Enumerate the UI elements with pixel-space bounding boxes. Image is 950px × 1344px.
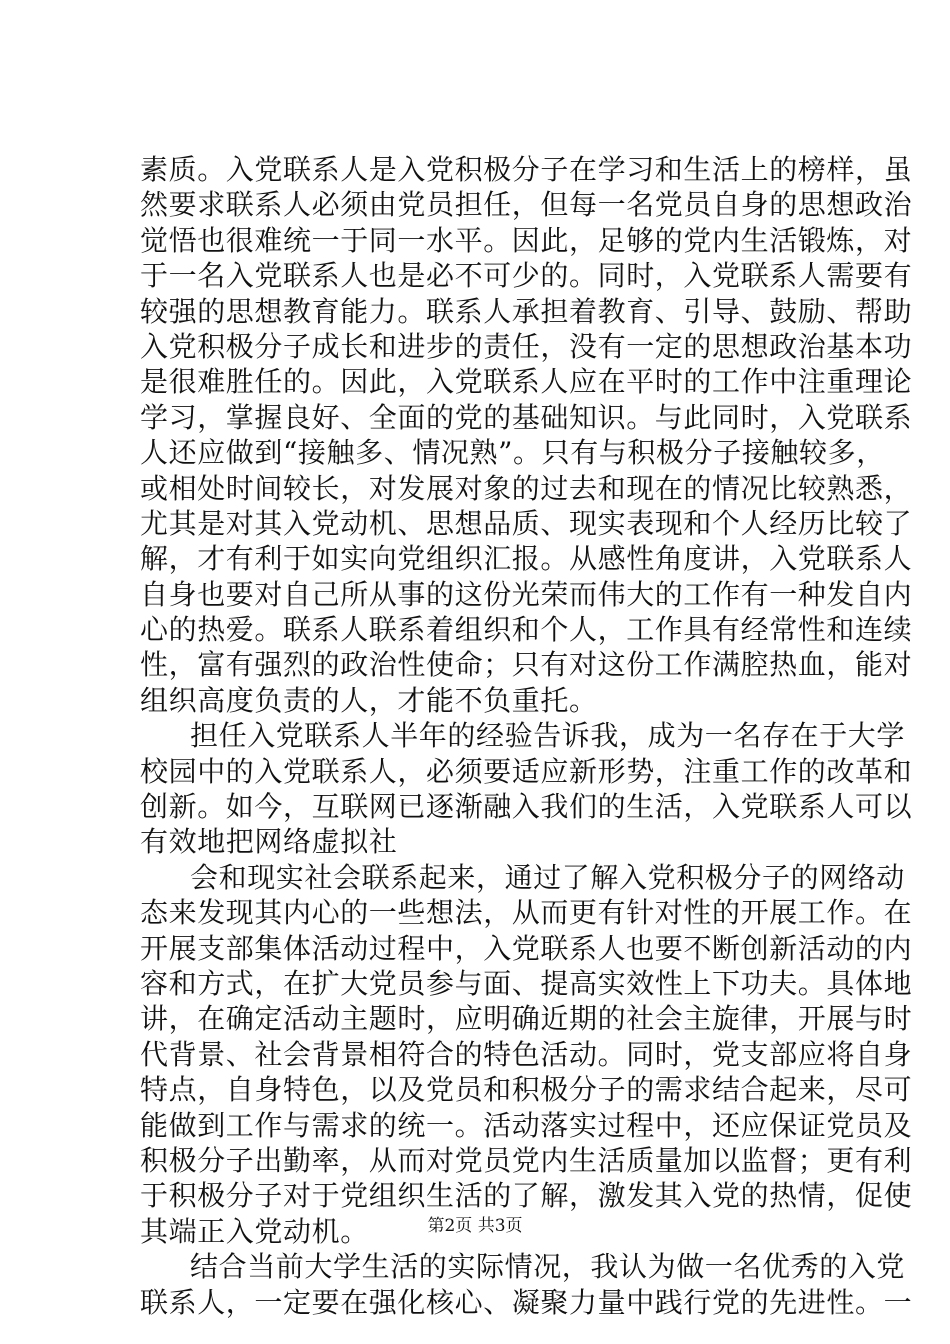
- text-line: 素质。入党联系人是入党积极分子在学习和生活上的榜样，虽: [140, 153, 913, 186]
- text-line: 联系人，一定要在强化核心、凝聚力量中践行党的先进性。一: [140, 1285, 913, 1319]
- text-line: 人还应做到“接触多、情况熟”。只有与积极分子接触较多，: [140, 436, 885, 470]
- text-line: 创新。如今，互联网已逐渐融入我们的生活，入党联系人可以: [140, 790, 913, 824]
- text-line: 或相处时间较长，对发展对象的过去和现在的情况比较熟悉，: [140, 471, 913, 505]
- text-line: 自身也要对自己所从事的这份光荣而伟大的工作有一种发自内: [140, 577, 913, 611]
- text-line: 其端正入党动机。: [140, 1214, 369, 1248]
- text-line: 开展支部集体活动过程中，入党联系人也要不断创新活动的内: [140, 931, 913, 965]
- text-line: 入党积极分子成长和进步的责任，没有一定的思想政治基本功: [140, 329, 913, 363]
- text-line: 态来发现其内心的一些想法，从而更有针对性的开展工作。在: [140, 896, 913, 930]
- text-line: 代背景、社会背景相符合的特色活动。同时，党支部应将自身: [140, 1037, 913, 1071]
- document-body: [140, 152, 913, 1320]
- page-footer: 第2页 共3页: [427, 1216, 523, 1236]
- text-line: 是很难胜任的。因此，入党联系人应在平时的工作中注重理论: [140, 365, 913, 399]
- text-line: 解，才有利于如实向党组织汇报。从感性角度讲，入党联系人: [140, 542, 913, 576]
- text-line: 有效地把网络虚拟社: [140, 825, 398, 859]
- text-line: 会和现实社会联系起来，通过了解入党积极分子的网络动: [190, 860, 906, 894]
- text-line: 讲，在确定活动主题时，应明确近期的社会主旋律，开展与时: [140, 1002, 913, 1036]
- text-line: 担任入党联系人半年的经验告诉我，成为一名存在于大学: [190, 719, 906, 753]
- text-line: 较强的思想教育能力。联系人承担着教育、引导、鼓励、帮助: [140, 294, 913, 328]
- text-line: 心的热爱。联系人联系着组织和个人，工作具有经常性和连续: [140, 613, 913, 647]
- text-line: 特点，自身特色，以及党员和积极分子的需求结合起来，尽可: [140, 1073, 913, 1107]
- text-line: 学习，掌握良好、全面的党的基础知识。与此同时，入党联系: [140, 400, 913, 434]
- text-line: 性，富有强烈的政治性使命；只有对这份工作满腔热血，能对: [140, 648, 913, 682]
- text-line: 于积极分子对于党组织生活的了解，激发其入党的热情，促使: [140, 1179, 913, 1213]
- text-line: 结合当前大学生活的实际情况，我认为做一名优秀的入党: [190, 1250, 906, 1284]
- text-line: 积极分子出勤率，从而对党员党内生活质量加以监督；更有利: [140, 1143, 913, 1177]
- text-line: 觉悟也很难统一于同一水平。因此，足够的党内生活锻炼，对: [140, 223, 913, 257]
- text-line: 容和方式，在扩大党员参与面、提高实效性上下功夫。具体地: [140, 966, 913, 1000]
- text-line: 组织高度负责的人，才能不负重托。: [140, 683, 598, 717]
- text-line: 校园中的入党联系人，必须要适应新形势，注重工作的改革和: [140, 754, 913, 788]
- text-line: 能做到工作与需求的统一。活动落实过程中，还应保证党员及: [140, 1108, 913, 1142]
- text-line: 然要求联系人必须由党员担任，但每一名党员自身的思想政治: [140, 188, 913, 222]
- text-line: 尤其是对其入党动机、思想品质、现实表现和个人经历比较了: [140, 506, 913, 540]
- text-line: 于一名入党联系人也是必不可少的。同时，入党联系人需要有: [140, 259, 913, 293]
